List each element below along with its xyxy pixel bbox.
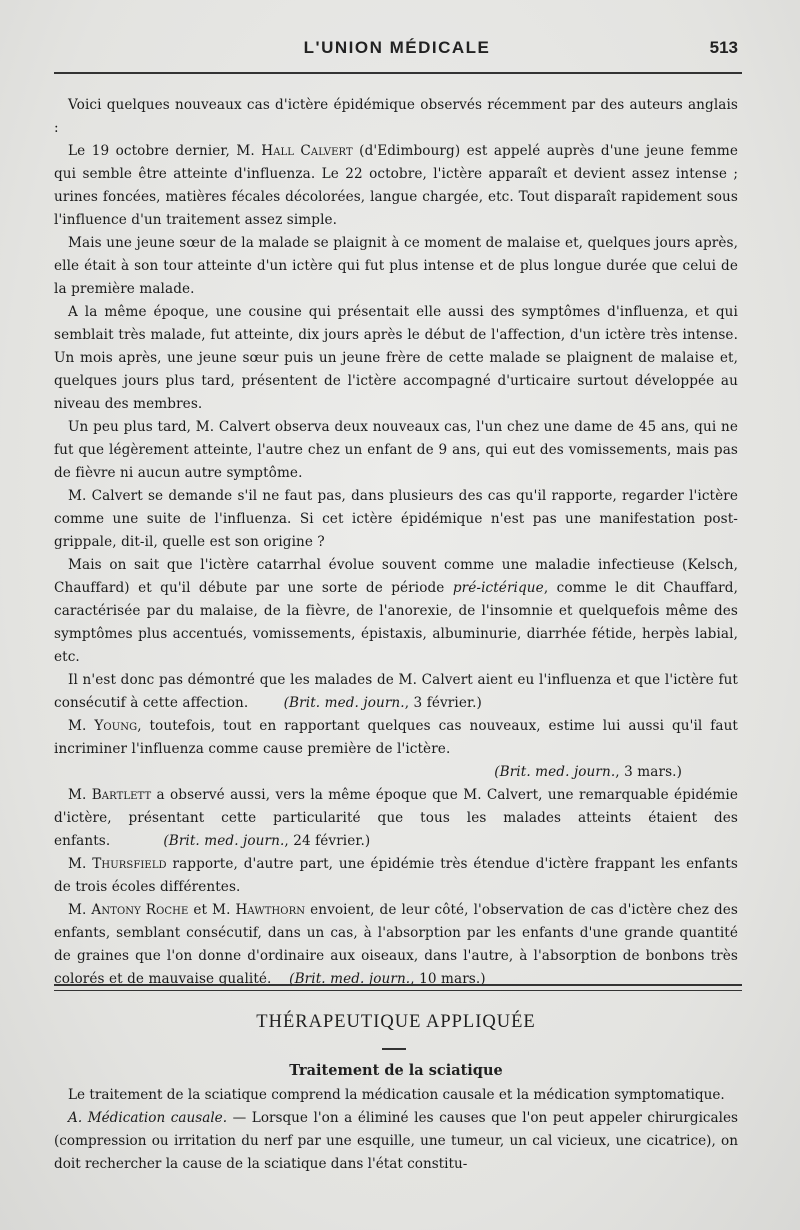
paragraph-text: Le traitement de la sciatique comprend la médication causale et la médication symptomatique. — [68, 1087, 725, 1103]
paragraph-text: Voici quelques nouveaux cas d'ictère épidémique observés récemment par des auteurs anglais : — [54, 97, 738, 136]
author-name: Hall Calvert — [261, 143, 353, 159]
paragraph-text: — Lorsque l'on a éliminé les causes que l'on peut appeler chirurgicales (compression ou irritation du nerf par une esquille, une tumeur, un cal vicieux, une cicatrice), on doit rechercher la cause de la sciatique dans l'état constitu- — [54, 1110, 739, 1172]
section-body — [54, 1084, 738, 1176]
subsection-label: A. Médication causale. — [68, 1110, 228, 1126]
paragraph — [54, 1084, 738, 1107]
paragraph-text: , toutefois, tout en rapportant quelques cas nouveaux, estime lui aussi qu'il faut incriminer l'influenza comme cause première de l'ictère. — [54, 718, 738, 757]
page-number: 513 — [709, 38, 738, 57]
title-dash — [382, 1048, 406, 1050]
paragraph-text: M. — [68, 787, 92, 803]
author-name: Bartlett — [91, 787, 152, 803]
paragraph-text: Mais une jeune sœur de la malade se plaignit à ce moment de malaise et, quelques jours après, elle était à son tour atteinte d'un ictère qui fut plus intense et de plus longue durée que celui de la première malade. — [54, 235, 738, 297]
paragraph — [54, 784, 738, 853]
author-name: Young — [94, 718, 138, 734]
article-body — [54, 94, 738, 991]
paragraph-text: Un peu plus tard, M. Calvert observa deux nouveaux cas, l'un chez une dame de 45 ans, qui ne fut que légèrement atteinte, l'autre chez un enfant de 9 ans, qui eut des vomissements, mais pas de fièvre ni aucun autre symptôme. — [54, 419, 738, 481]
header-rule — [54, 72, 742, 74]
paragraph-text: A la même époque, une cousine qui présentait elle aussi des symptômes d'influenza, et qui semblait très malade, fut atteinte, dix jours après le début de l'affection, d'un ictère très intense. Un mois après, une jeune sœur puis un jeune frère de cette malade se plaignent de malaise et, quelques jours plus tard, présentent de l'ictère accompagné d'urticaire surtout développée au niveau des membres. — [54, 304, 738, 412]
paragraph — [54, 140, 738, 232]
paragraph-text: a observé aussi, vers la même époque que M. Calvert, une remarquable épidémie d'ictère, présentant cette particularité que tous les malades atteints étaient des enfants. — [54, 787, 738, 849]
paragraph — [54, 485, 738, 554]
citation-line — [54, 761, 738, 784]
paragraph — [54, 899, 738, 991]
paragraph-text: (d'Edimbourg) est appelé auprès d'une jeune femme qui semble être atteinte d'influenza. Le 22 octobre, l'ictère apparaît et devient assez intense ; urines foncées, matières fécales décolorées, langue chargée, etc. Tout disparaît rapidement sous l'influence d'un traitement assez simple. — [54, 143, 738, 228]
paragraph — [54, 554, 738, 669]
journal-title: L'UNION MÉDICALE — [303, 38, 491, 57]
section-title: THÉRAPEUTIQUE APPLIQUÉE — [256, 1012, 536, 1032]
citation: (Brit. med. journ. — [283, 695, 405, 711]
paragraph-text: , comme le dit Chauffard, caractérisée par du malaise, de la fièvre, de l'anorexie, de l'insomnie et quelquefois même des symptômes plus accentués, vomissements, épistaxis, albuminurie, diarrhée fétide, herpès labial, etc. — [54, 580, 738, 665]
paragraph — [54, 853, 738, 899]
paragraph-text: rapporte, d'autre part, une épidémie très étendue d'ictère frappant les enfants de trois écoles différentes. — [54, 856, 738, 895]
italic-term: pré-ictérique — [452, 580, 544, 596]
paragraph-text: M. — [68, 902, 92, 918]
section-subtitle: Traitement de la sciatique — [289, 1062, 503, 1079]
paragraph — [54, 301, 738, 416]
paragraph-text: M. — [68, 856, 93, 872]
paragraph — [54, 416, 738, 485]
paragraph-text: et M. — [188, 902, 236, 918]
citation: (Brit. med. journ. — [163, 833, 285, 849]
paragraph — [54, 94, 738, 140]
author-name: Hawthorn — [235, 902, 306, 918]
paragraph — [54, 1107, 738, 1176]
paragraph-text: Il n'est donc pas démontré que les malades de M. Calvert aient eu l'influenza et que l'ictère fut consécutif à cette affection. — [54, 672, 738, 711]
paragraph — [54, 715, 738, 761]
paragraph-text: M. Calvert se demande s'il ne faut pas, dans plusieurs des cas qu'il rapporte, regarder l'ictère comme une suite de l'influenza. Si cet ictère épidémique n'est pas une manifestation post-grippale, dit-il, quelle est son origine ? — [54, 488, 738, 550]
citation: (Brit. med. journ. — [289, 971, 411, 987]
citation-date: , 3 février.) — [404, 695, 482, 711]
citation-date: , 24 février.) — [284, 833, 371, 849]
paragraph-text: M. — [68, 718, 95, 734]
citation-date: , 3 mars.) — [615, 764, 682, 780]
paragraph-text: envoient, de leur côté, l'observation de cas d'ictère chez des enfants, semblant consécutif, dans un cas, à l'absorption par les enfants d'une grande quantité de graines que l'on donne d'ordinaire aux oiseaux, dans l'autre, à l'absorption de bonbons très colorés et de mauvaise qualité. — [54, 902, 738, 987]
paragraph-text: Le 19 octobre dernier, M. — [68, 143, 262, 159]
citation-date: , 10 mars.) — [410, 971, 486, 987]
paragraph — [54, 669, 738, 715]
author-name: Antony Roche — [91, 902, 189, 918]
author-name: Thursfield — [92, 856, 167, 872]
citation: (Brit. med. journ. — [494, 764, 616, 780]
paragraph — [54, 232, 738, 301]
section-divider — [54, 984, 742, 991]
running-head — [56, 38, 738, 68]
paragraph-text: Mais on sait que l'ictère catarrhal évolue souvent comme une maladie infectieuse (Kelsch, Chauffard) et qu'il débute par une sorte de période — [54, 557, 738, 596]
